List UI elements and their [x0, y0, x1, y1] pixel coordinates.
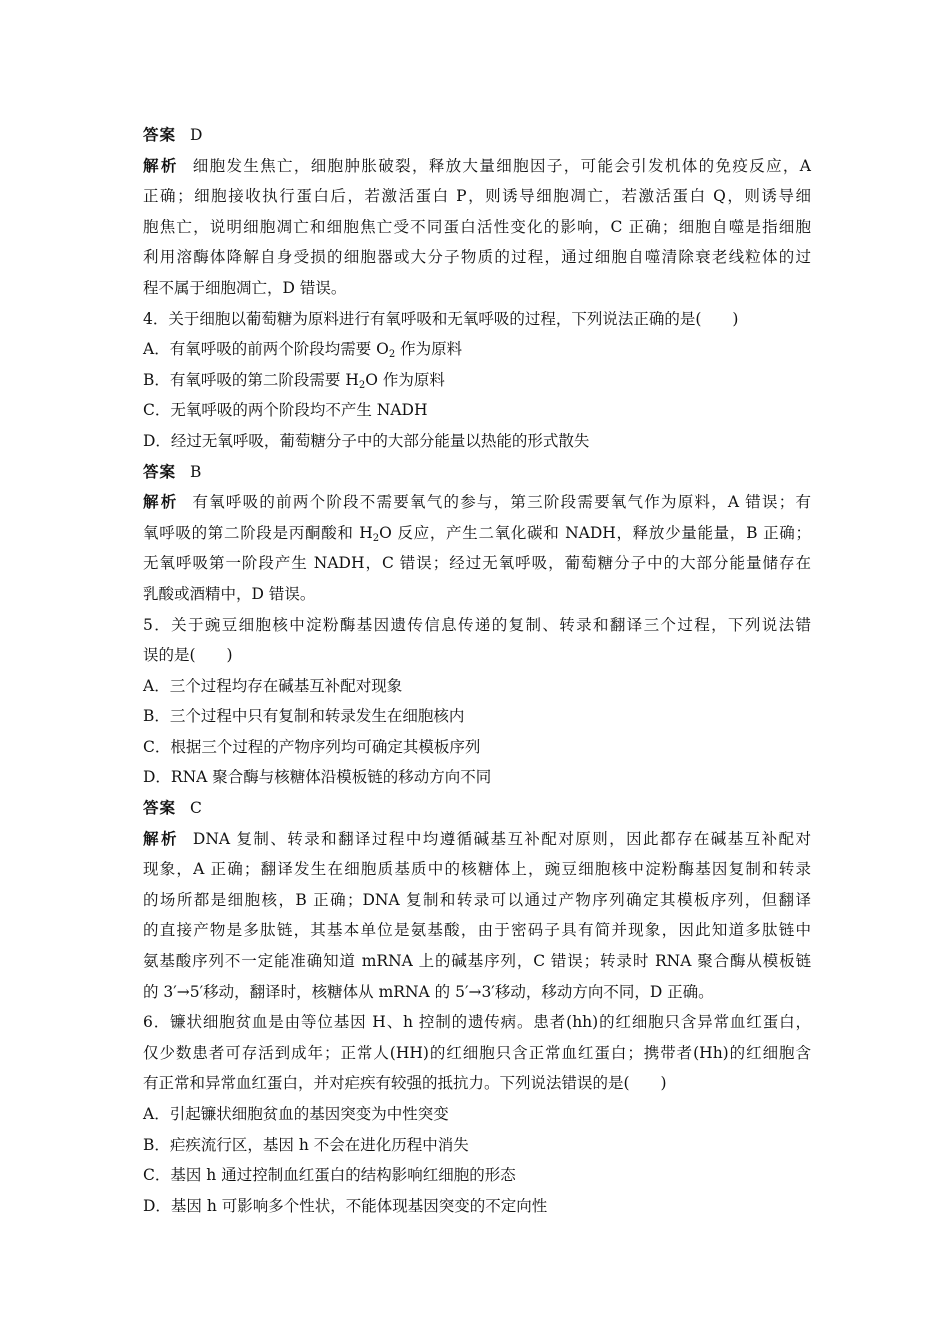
- q4-option-c: C．无氧呼吸的两个阶段均不产生 NADH: [143, 401, 428, 420]
- q6-stem-line-2: 仅少数患者可存活到成年；正常人(HH)的红细胞只含正常血红蛋白；携带者(Hh)的红细胞含: [143, 1043, 811, 1062]
- analysis-text: DNA 复制、转录和翻译过程中均遵循碱基互补配对原则，因此都存在碱基互补配对: [192, 829, 811, 848]
- q6-option-c: C．基因 h 通过控制血红蛋白的结构影响红细胞的形态: [143, 1166, 516, 1185]
- analysis-text: 细胞发生焦亡，细胞肿胀破裂，释放大量细胞因子，可能会引发机体的免疫反应，A: [192, 156, 811, 175]
- answer-value: B: [190, 462, 202, 481]
- q3-analysis-line-4: 利用溶酶体降解自身受损的细胞器或大分子物质的过程，通过细胞自噬清除衰老线粒体的过: [143, 248, 811, 267]
- q5-analysis-line-1: [143, 824, 811, 855]
- answer-label: 答案: [143, 799, 177, 818]
- q5-option-d: D．RNA 聚合酶与核糖体沿模板链的移动方向不同: [143, 768, 492, 787]
- q4-analysis-line-4: 乳酸或酒精中，D 错误。: [143, 584, 316, 603]
- answer-value: C: [190, 799, 202, 818]
- q4-analysis-line-2: [143, 518, 811, 549]
- q4-analysis-line-1: [143, 487, 811, 518]
- q5-option-c: C．根据三个过程的产物序列均可确定其模板序列: [143, 737, 481, 756]
- q3-analysis-line-5: 程不属于细胞凋亡，D 错误。: [143, 278, 347, 297]
- q5-analysis-line-3: 的场所都是细胞核，B 正确；DNA 复制和转录可以通过产物序列确定其模板序列，但翻译: [143, 890, 811, 909]
- q6-stem-line-3: 有正常和异常血红蛋白，并对疟疾有较强的抵抗力。下列说法错误的是( ): [143, 1074, 667, 1093]
- q4-stem: 4．关于细胞以葡萄糖为原料进行有氧呼吸和无氧呼吸的过程，下列说法正确的是( ): [143, 309, 739, 328]
- q5-stem-line-2: 误的是( ): [143, 646, 233, 665]
- q4-option-d: D．经过无氧呼吸，葡萄糖分子中的大部分能量以热能的形式散失: [143, 431, 590, 450]
- q6-option-d: D．基因 h 可影响多个性状，不能体现基因突变的不定向性: [143, 1196, 548, 1215]
- q5-analysis-line-5: 氨基酸序列不一定能准确知道 mRNA 上的碱基序列，C 错误；转录时 RNA 聚合酶从模板链: [143, 952, 811, 971]
- page-content: [143, 120, 811, 1221]
- q3-analysis-line-1: [143, 151, 811, 182]
- q3-analysis-line-3: 胞焦亡，说明细胞凋亡和细胞焦亡受不同蛋白活性变化的影响，C 正确；细胞自噬是指细胞: [143, 217, 811, 236]
- q5-answer: [143, 793, 811, 824]
- q4-answer: [143, 457, 811, 488]
- q6-option-a: A．引起镰状细胞贫血的基因突变为中性突变: [143, 1105, 449, 1123]
- analysis-label: 解析: [143, 156, 179, 175]
- q3-answer: [143, 120, 811, 151]
- q5-analysis-line-2: 现象，A 正确；翻译发生在细胞质基质中的核糖体上，豌豆细胞核中淀粉酶基因复制和转录: [143, 860, 811, 879]
- q4-option-b: [143, 365, 811, 396]
- answer-label: 答案: [143, 462, 177, 481]
- q5-analysis-line-4: 的直接产物是多肽链，其基本单位是氨基酸，由于密码子具有简并现象，因此知道多肽链中: [143, 921, 811, 940]
- q4-analysis-line-3: 无氧呼吸第一阶段产生 NADH，C 错误；经过无氧呼吸，葡萄糖分子中的大部分能量储存在: [143, 554, 811, 573]
- subscript: 2: [358, 379, 366, 391]
- option-text-end: 作为原料: [395, 340, 463, 359]
- analysis-text-end: O 反应，产生二氧化碳和 NADH，释放少量能量，B 正确；: [379, 523, 811, 542]
- q4-option-a: [143, 334, 811, 365]
- subscript: 2: [372, 532, 380, 544]
- q5-stem-line-1: 5．关于豌豆细胞核中淀粉酶基因遗传信息传递的复制、转录和翻译三个过程，下列说法错: [143, 615, 811, 634]
- option-text: B．有氧呼吸的第二阶段需要 H: [143, 370, 359, 389]
- answer-label: 答案: [143, 126, 177, 144]
- analysis-label: 解析: [143, 493, 179, 512]
- q6-stem-line-1: 6．镰状细胞贫血是由等位基因 H、h 控制的遗传病。患者(hh)的红细胞只含异常血红蛋白，: [143, 1013, 811, 1032]
- q3-analysis-line-2: 正确；细胞接收执行蛋白后，若激活蛋白 P，则诱导细胞凋亡，若激活蛋白 Q，则诱导细: [143, 187, 811, 206]
- option-text: A．有氧呼吸的前两个阶段均需要 O: [143, 340, 389, 359]
- analysis-text: 氧呼吸的第二阶段是丙酮酸和 H: [143, 523, 373, 542]
- q5-option-a: A．三个过程均存在碱基互补配对现象: [143, 676, 403, 695]
- q5-analysis-line-6: 的 3′→5′移动，翻译时，核糖体从 mRNA 的 5′→3′移动，移动方向不同，D 正确。: [143, 982, 714, 1001]
- q5-option-b: B．三个过程中只有复制和转录发生在细胞核内: [143, 707, 465, 726]
- subscript: 2: [388, 349, 396, 361]
- answer-value: D: [190, 126, 203, 144]
- analysis-label: 解析: [143, 829, 179, 848]
- q6-option-b: B．疟疾流行区，基因 h 不会在进化历程中消失: [143, 1135, 469, 1154]
- analysis-text: 有氧呼吸的前两个阶段不需要氧气的参与，第三阶段需要氧气作为原料，A 错误；有: [192, 493, 811, 512]
- option-text-end: O 作为原料: [365, 370, 445, 389]
